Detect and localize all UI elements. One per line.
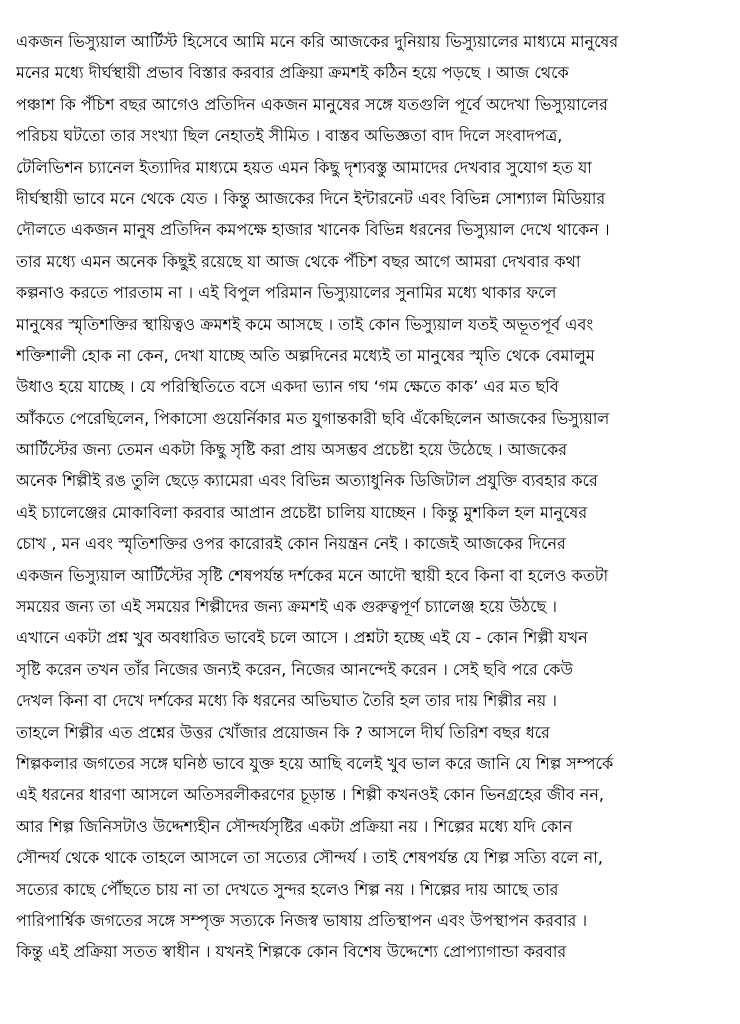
text-line: চোখ , মন এবং স্মৃতিশক্তির ওপর কারোরই কোন নিয়ন্ত্রন নেই । কাজেই আজকের দিনের [16,534,566,554]
text-line: পারিপার্শ্বিক জগতের সঙ্গে সম্পৃক্ত সত্যকে নিজস্ব ভাষায় প্রতিস্থাপন এবং উপস্থাপন করবার । [16,910,588,930]
text-line: তাহলে শিল্পীর এত প্রশ্নের উত্তর খোঁজার প্রয়োজন কি ? আসলে দীর্ঘ তিরিশ বছর ধরে [16,722,550,742]
text-line: কল্পনাও করতে পারতাম না । এই বিপুল পরিমান ভিস্যুয়ালের সুনামির মধ্যে থাকার ফলে [16,283,557,303]
text-line: টেলিভিশন চ্যানেল ইত্যাদির মাধ্যমে হয়ত এমন কিছু দৃশ্যবস্তু আমাদের দেখবার সুযোগ হত যা [16,157,592,177]
text-line: পরিচয় ঘটতো তার সংখ্যা ছিল নেহাতই সীমিত । বাস্তব অভিজ্ঞতা বাদ দিলে সংবাদপত্র, [16,126,563,146]
text-line: কিন্তু এই প্রক্রিয়া সতত স্বাধীন । যখনই শিল্পকে কোন বিশেষ উদ্দেশ্যে প্রোপ্যাগান্ডা করবার [16,942,567,962]
body-text [16,26,728,968]
text-line: অনেক শিল্পীই রঙ তুলি ছেড়ে ক্যামেরা এবং বিভিন্ন অত্যাধুনিক ডিজিটাল প্রযুক্তি ব্যবহার করে [16,471,598,491]
text-line: একজন ভিস্যুয়াল আর্টিস্ট হিসেবে আমি মনে করি আজকের দুনিয়ায় ভিস্যুয়ালের মাধ্যমে মানুষের [16,32,619,51]
text-line: মনের মধ্যে দীর্ঘস্থায়ী প্রভাব বিস্তার করবার প্রক্রিয়া ক্রমশই কঠিন হয়ে পড়ছে । আজ থেকে [16,63,569,83]
text-line: পঞ্চাশ কি পঁচিশ বছর আগেও প্রতিদিন একজন মানুষের সঙ্গে যতগুলি পূর্বে অদেখা ভিস্যুয়ালের [16,94,608,114]
text-line: এখানে একটা প্রশ্ন খুব অবধারিত ভাবেই চলে আসে । প্রশ্নটা হচ্ছে এই যে - কোন শিল্পী যখন [16,628,588,648]
text-line: মানুষের স্মৃতিশক্তির স্থায়িত্বও ক্রমশই কমে আসছে । তাই কোন ভিস্যুয়াল যতই অভূতপূর্ব এবং [16,314,594,334]
text-line: সত্যের কাছে পৌঁছতে চায় না তা দেখতে সুন্দর হলেও শিল্প নয় । শিল্পের দায় আছে তার [16,879,559,899]
text-line: এই চ্যালেঞ্জের মোকাবিলা করবার আপ্রান প্রচেষ্টা চালিয় যাচ্ছেন । কিন্তু মুশকিল হল মানুষের [16,502,588,522]
text-line: আঁকতে পেরেছিলেন, পিকাসো গুয়ের্নিকার মত যুগান্তকারী ছবি এঁকেছিলেন আজকের ভিস্যুয়াল [16,408,610,428]
text-line: উধাও হয়ে যাচ্ছে । যে পরিস্থিতিতে বসে একদা ভ্যান গঘ ‘গম ক্ষেতে কাক’ এর মত ছবি [16,377,559,397]
text-line: শক্তিশালী হোক না কেন, দেখা যাচ্ছে অতি অল্পদিনের মধ্যেই তা মানুষের স্মৃতি থেকে বেমালুম [16,345,595,365]
text-line: আর শিল্প জিনিসটাও উদ্দেশ্যহীন সৌন্দর্যসৃষ্টির একটা প্রক্রিয়া নয় । শিল্পের মধ্যে যদি কোন [16,816,573,836]
text-line: তার মধ্যে এমন অনেক কিছুই রয়েছে যা আজ থেকে পঁচিশ বছর আগে আমরা দেখবার কথা [16,251,581,271]
text-line: শিল্পকলার জগতের সঙ্গে ঘনিষ্ঠ ভাবে যুক্ত হয়ে আছি বলেই খুব ভাল করে জানি যে শিল্প সম্পর্কে [16,753,614,773]
text-line: সময়ের জন্য তা এই সময়ের শিল্পীদের জন্য ক্রমশই এক গুরুত্বপূর্ণ চ্যালেঞ্জ হয়ে উঠছে । [16,597,558,617]
text-line: সৃষ্টি করেন তখন তাঁর নিজের জন্যই করেন, নিজের আনন্দেই করেন । সেই ছবি পরে কেউ [16,659,573,679]
text-line: দৌলতে একজন মানুষ প্রতিদিন কমপক্ষে হাজার খানেক বিভিন্ন ধরনের ভিস্যুয়াল দেখে থাকেন । [16,220,610,240]
text-line: দেখল কিনা বা দেখে দর্শকের মধ্যে কি ধরনের অভিঘাত তৈরি হল তার দায় শিল্পীর নয় । [16,691,558,711]
text-line: এই ধরনের ধারণা আসলে অতিসরলীকরণের চূড়ান্ত । শিল্পী কখনওই কোন ভিনগ্রহের জীব নন, [16,785,604,805]
text-line: দীর্ঘস্থায়ী ভাবে মনে থেকে যেত । কিন্তু আজকের দিনে ইন্টারনেট এবং বিভিন্ন সোশ্যাল মিডিয়ার [16,188,606,208]
text-line: সৌন্দর্য থেকে থাকে তাহলে আসলে তা সত্যের সৌন্দর্য । তাই শেষপর্যন্ত যে শিল্প সত্যি বলে না, [16,848,603,868]
text-line: আর্টিস্টের জন্য তেমন একটা কিছু সৃষ্টি করা প্রায় অসম্ভব প্রচেষ্টা হয়ে উঠেছে । আজকের [16,440,568,460]
text-line: একজন ভিস্যুয়াল আর্টিস্টের সৃষ্টি শেষপর্যন্ত দর্শকের মনে আদৌ স্থায়ী হবে কিনা বা হলেও কতটা [16,565,609,585]
